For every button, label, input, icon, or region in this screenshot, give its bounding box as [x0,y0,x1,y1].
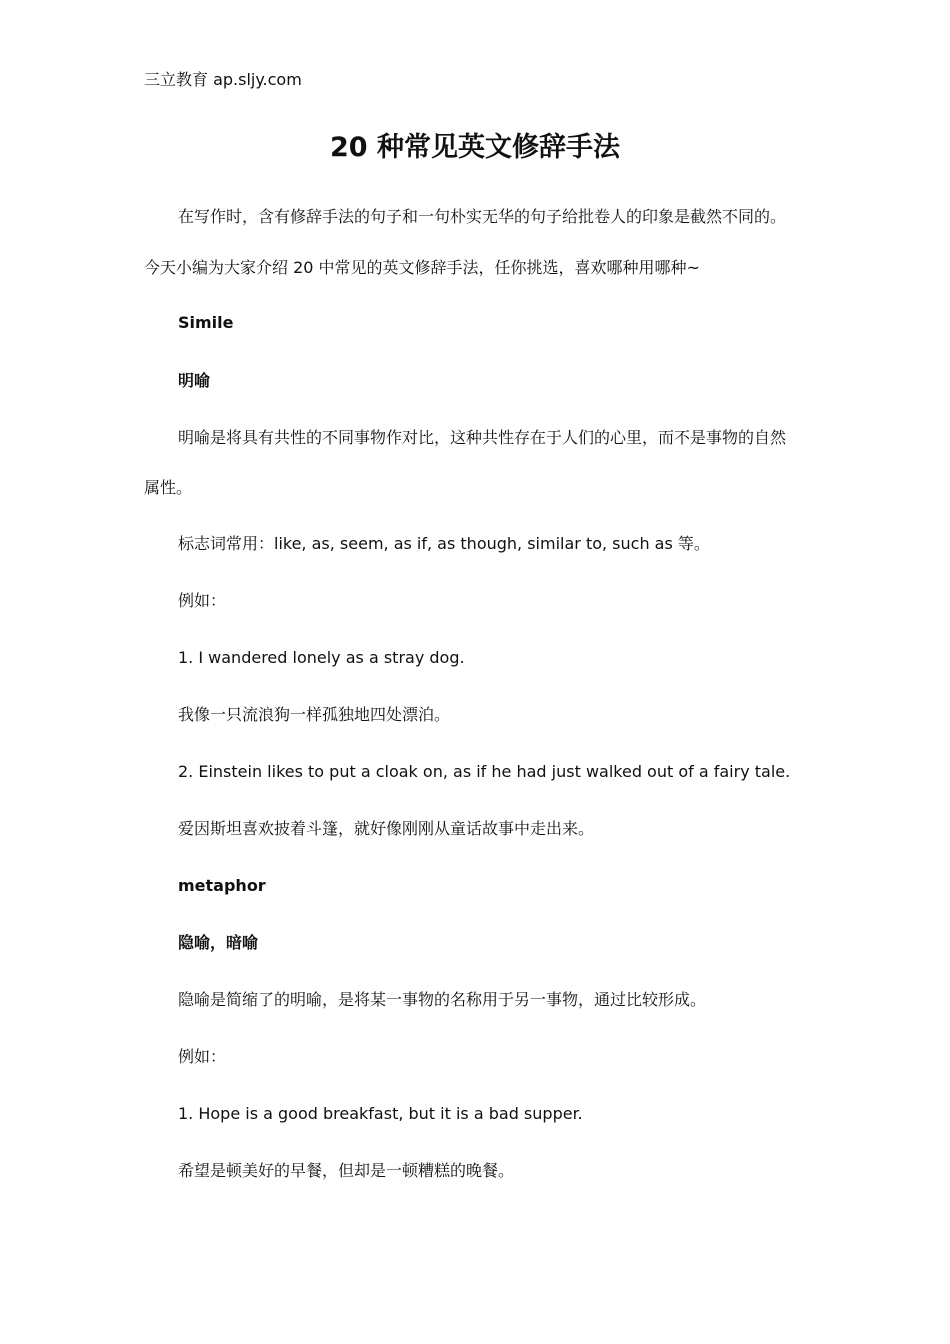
page-title: 20 种常见英文修辞手法 [330,132,620,163]
simile-example-label: 例如： [178,591,227,610]
metaphor-example-label: 例如： [178,1047,227,1066]
simile-definition-line-2: 属性。 [144,478,193,497]
simile-definition-line-1: 明喻是将具有共性的不同事物作对比，这种共性存在于人们的心里，而不是事物的自然 [178,428,787,447]
simile-example-2-en: 2. Einstein likes to put a cloak on, as if he had just walked out of a fairy tale. [178,762,791,781]
metaphor-example-1-cn: 希望是顿美好的早餐，但却是一顿糟糕的晚餐。 [178,1161,515,1180]
simile-heading-en: Simile [178,313,234,332]
metaphor-heading-cn: 隐喻，暗喻 [178,933,259,952]
simile-example-1-en: 1. I wandered lonely as a stray dog. [178,648,465,667]
metaphor-definition: 隐喻是简缩了的明喻，是将某一事物的名称用于另一事物，通过比较形成。 [178,990,707,1009]
simile-heading-cn: 明喻 [178,371,211,390]
simile-markers: 标志词常用：like, as, seem, as if, as though, similar to, such as 等。 [178,534,710,553]
metaphor-example-1-en: 1. Hope is a good breakfast, but it is a bad supper. [178,1104,583,1123]
intro-line-1: 在写作时，含有修辞手法的句子和一句朴实无华的句子给批卷人的印象是截然不同的。 [178,207,787,226]
site-header: 三立教育 ap.sljy.com [144,70,302,89]
intro-line-2: 今天小编为大家介绍 20 中常见的英文修辞手法，任你挑选，喜欢哪种用哪种~ [144,258,700,277]
simile-example-2-cn: 爱因斯坦喜欢披着斗篷，就好像刚刚从童话故事中走出来。 [178,819,595,838]
simile-example-1-cn: 我像一只流浪狗一样孤独地四处漂泊。 [178,705,451,724]
metaphor-heading-en: metaphor [178,876,266,895]
